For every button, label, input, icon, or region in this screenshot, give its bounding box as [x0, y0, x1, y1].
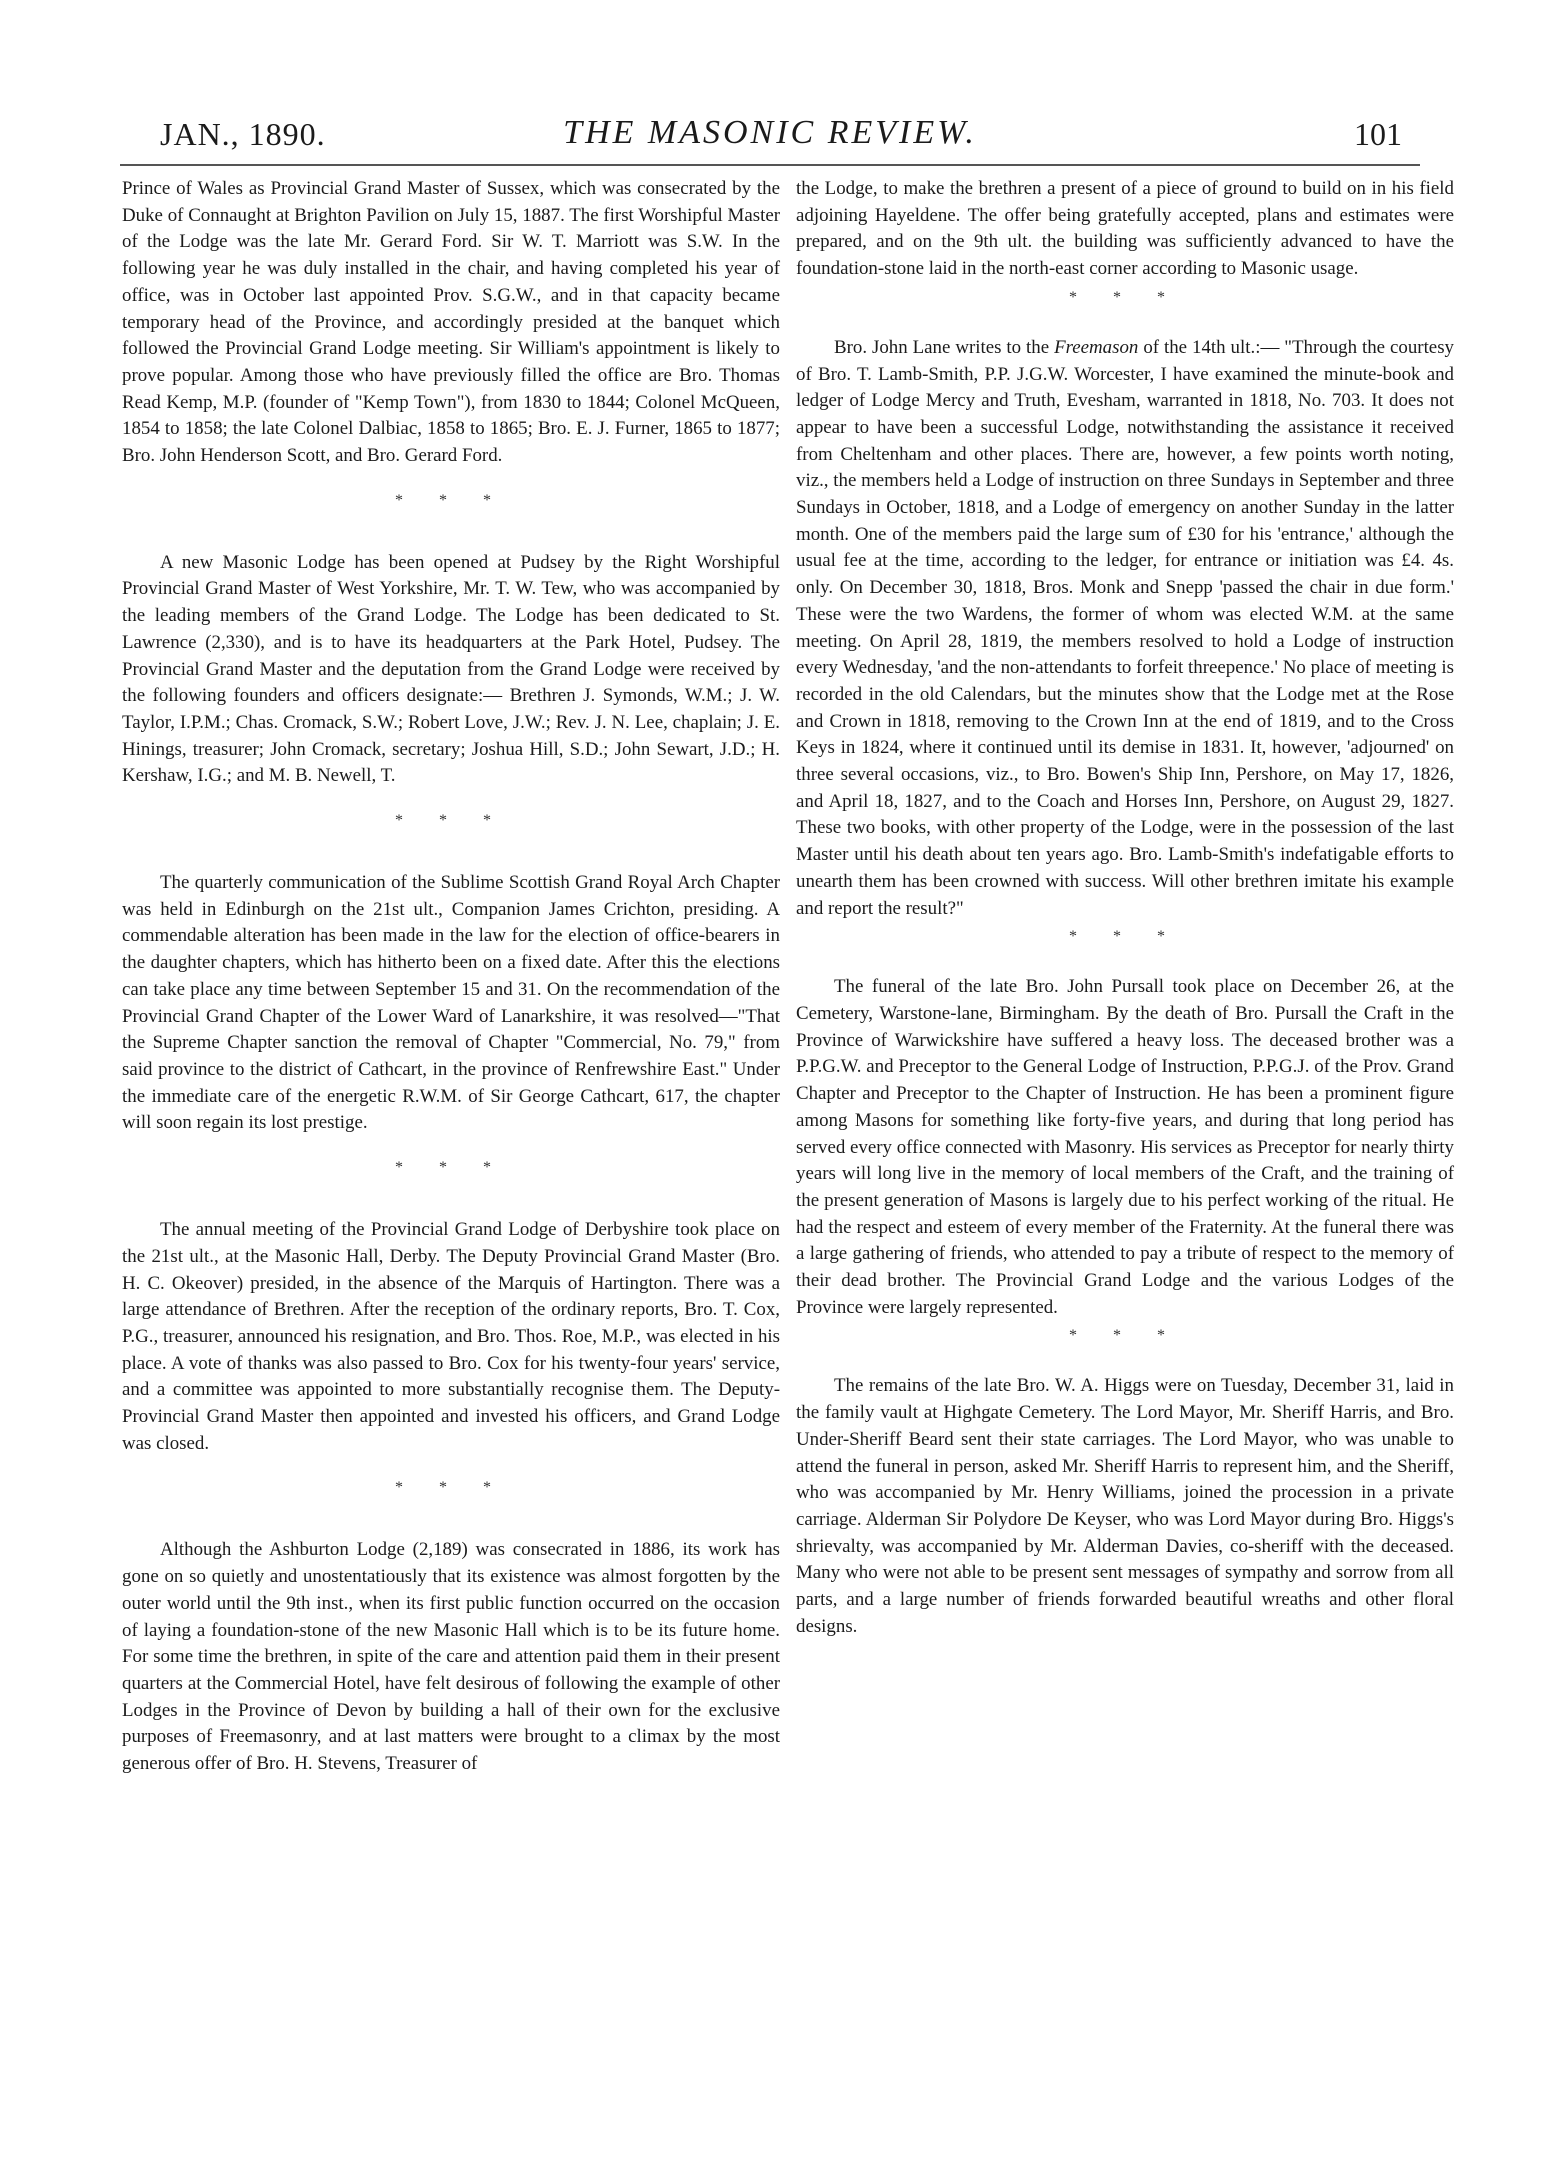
left-column [122, 176, 780, 1778]
section-separator: * * * [395, 1479, 507, 1497]
publication-name: Freemason [1054, 336, 1139, 358]
article-paragraph: Prince of Wales as Provincial Grand Master of Sussex, which was consecrated by the Duke of Connaught at Brighton Pavilion on July 15, 1887. The first Worshipful Master of the Lodge was the late Mr. Gerard Ford. Sir W. T. Marriott was S.W. In the following year he was duly installed in the chair, and having completed his year of office, was in October last appointed Prov. S.G.W., and in that capacity became temporary head of the Province, and accordingly presided at the banquet which followed the Provincial Grand Lodge meeting. Sir William's appointment is likely to prove popular. Among those who have previously filled the office are Bro. Thomas Read Kemp, M.P. (founder of "Kemp Town"), from 1830 to 1844; Colonel McQueen, 1854 to 1858; the late Colonel Dalbiac, 1858 to 1865; Bro. E. J. Furner, 1865 to 1877; Bro. John Henderson Scott, and Bro. Gerard Ford. [122, 178, 780, 467]
article-paragraph: the Lodge, to make the brethren a present of a piece of ground to build on in his field adjoining Hayeldene. The offer being gratefully accepted, plans and estimates were prepared, and on the 9th ult. the building was sufficiently advanced to have the foundation-stone laid in the north-east corner according to Masonic usage. [796, 178, 1454, 280]
section-separator: * * * [395, 812, 507, 830]
section-separator: * * * [395, 491, 507, 509]
section-separator: * * * [395, 1159, 507, 1177]
article-paragraph: The remains of the late Bro. W. A. Higgs were on Tuesday, December 31, laid in the family vault at Highgate Cemetery. The Lord Mayor, Mr. Sheriff Harris, and Bro. Under-Sheriff Beard sent their state carriages. The Lord Mayor, who was unable to attend the funeral in person, asked Mr. Sheriff Harris to represent him, and the Sheriff, who was accompanied by Mr. Henry Williams, joined the procession in a private carriage. Alderman Sir Polydore De Keyser, who was Lord Mayor during Bro. Higgs's shrievalty, was accompanied by Mr. Alderman Davies, co-sheriff with the deceased. Many who were not able to be present sent messages of sympathy and sorrow from all parts, and a large number of friends forwarded beautiful wreaths and other floral designs. [796, 1375, 1454, 1637]
section-separator: * * * [1069, 928, 1181, 946]
paragraph-intro: Bro. John Lane writes to the [834, 336, 1055, 358]
article-paragraph: Although the Ashburton Lodge (2,189) was consecrated in 1886, its work has gone on so quietly and unostentatiously that its existence was almost forgotten by the outer world until the 9th inst., when its first public function occurred on the occasion of laying a foundation-stone of the new Masonic Hall which is to be its future home. For some time the brethren, in spite of the care and attention paid them in their present quarters at the Commercial Hotel, have felt desirous of following the example of other Lodges in the Province of Devon by building a hall of their own for the exclusive purposes of Freemasonry, and at last matters were brought to a climax by the most generous offer of Bro. H. Stevens, Treasurer of [122, 1539, 780, 1775]
issue-date: JAN., 1890. [160, 116, 326, 152]
article-paragraph: A new Masonic Lodge has been opened at Pudsey by the Right Worshipful Provincial Grand Master of West Yorkshire, Mr. T. W. Tew, who was accompanied by the leading members of the Grand Lodge. The Lodge has been dedicated to St. Lawrence (2,330), and is to have its headquarters at the Park Hotel, Pudsey. The Provincial Grand Master and the deputation from the Grand Lodge were received by the following founders and officers designate:— Brethren J. Symonds, W.M.; J. W. Taylor, I.P.M.; Chas. Cromack, S.W.; Robert Love, J.W.; Rev. J. N. Lee, chaplain; J. E. Hinings, treasurer; John Cromack, secretary; Joshua Hill, S.D.; John Sewart, J.D.; H. Kershaw, I.G.; and M. B. Newell, T. [122, 551, 780, 787]
article-paragraph: The annual meeting of the Provincial Grand Lodge of Derbyshire took place on the 21st ult., at the Masonic Hall, Derby. The Deputy Provincial Grand Master (Bro. H. C. Okeover) presided, in the absence of the Marquis of Hartington. There was a large attendance of Brethren. After the reception of the ordinary reports, Bro. T. Cox, P.G., treasurer, announced his resignation, and Bro. Thos. Roe, M.P., was elected in his place. A vote of thanks was also passed to Bro. Cox for his twenty-four years' service, and a committee was appointed to more substantially recognise them. The Deputy-Provincial Grand Master then appointed and invested his officers, and Grand Lodge was closed. [122, 1219, 780, 1454]
section-separator: * * * [1069, 288, 1181, 306]
running-header [120, 112, 1420, 166]
article-paragraph: The funeral of the late Bro. John Pursall took place on December 26, at the Cemetery, Warstone-lane, Birmingham. By the death of Bro. Pursall the Craft in the Province of Warwickshire have suffered a heavy loss. The deceased brother was a P.P.G.W. and Preceptor to the General Lodge of Instruction, P.P.G.J. of the Prov. Grand Chapter and Preceptor to the Chapter of Instruction. He has been a prominent figure among Masons for something like forty-five years, and during that long period has served every office connected with Masonry. His services as Preceptor for nearly thirty years will long live in the memory of local members of the Craft, and the training of the present generation of Masons is largely due to his perfect working of the ritual. He had the respect and esteem of every member of the Fraternity. At the funeral there was a large gathering of friends, who attended to pay a tribute of respect to the memory of their dead brother. The Provincial Grand Lodge and the various Lodges of the Province were largely represented. [796, 976, 1454, 1318]
right-column [796, 176, 1454, 1640]
article-paragraph: The quarterly communication of the Sublime Scottish Grand Royal Arch Chapter was held in Edinburgh on the 21st ult., Companion James Crichton, presiding. A commendable alteration has been made in the law for the election of office-bearers in the daughter chapters, which has hitherto been on a fixed date. After this the elections can take place any time between September 15 and 31. On the recommendation of the Provincial Grand Chapter of the Lower Ward of Lanarkshire, it was resolved—"That the Supreme Chapter sanction the removal of Chapter "Commercial, No. 79," from said province to the district of Cathcart, in the province of Renfrewshire East." Under the immediate care of the energetic R.W.M. of Sir George Cathcart, 617, the chapter will soon regain its lost prestige. [122, 872, 780, 1134]
article-paragraph [796, 335, 1454, 922]
paragraph-body: of the 14th ult.:— "Through the courtesy of Bro. T. Lamb-Smith, P.P. J.G.W. Worcester, I have examined the minute-book and ledger of Lodge Mercy and Truth, Evesham, warranted in 1818, No. 703. It does not appear to have been a successful Lodge, notwithstanding the assistance it received from Cheltenham and other places. There are, however, a few points worth noting, viz., the members held a Lodge of instruction on three Sundays in September and three Sundays in October, 1818, and a Lodge of emergency on another Sunday in the latter month. One of the members paid the large sum of £30 for his 'entrance,' although the usual fee at the time, according to the ledger, for entrance or initiation was £4. 4s. only. On December 30, 1818, Bros. Monk and Snepp 'passed the chair in due form.' These were the two Wardens, the former of whom was elected W.M. at the same meeting. On April 28, 1819, the members resolved to hold a Lodge of instruction every Wednesday, 'and the non-attendants to forfeit threepence.' No place of meeting is recorded in the old Calendars, but the minutes show that the Lodge met at the Rose and Crown in 1818, removing to the Crown Inn at the end of 1819, and to the Cross Keys in 1824, where it continued until its demise in 1831. It, however, 'adjourned' on three several occasions, viz., to Bro. Bowen's Ship Inn, Pershore, on May 17, 1826, and April 18, 1827, and to the Coach and Horses Inn, Pershore, on August 29, 1827. These two books, with other property of the Lodge, were in the possession of the last Master until his death about ten years ago. Bro. Lamb-Smith's indefatigable efforts to unearth them has been crowned with success. Will other brethren imitate his example and report the result?" [796, 336, 1454, 919]
page-number: 101 [1354, 116, 1402, 152]
section-separator: * * * [1069, 1327, 1181, 1345]
magazine-title: THE MASONIC REVIEW. [563, 114, 977, 151]
